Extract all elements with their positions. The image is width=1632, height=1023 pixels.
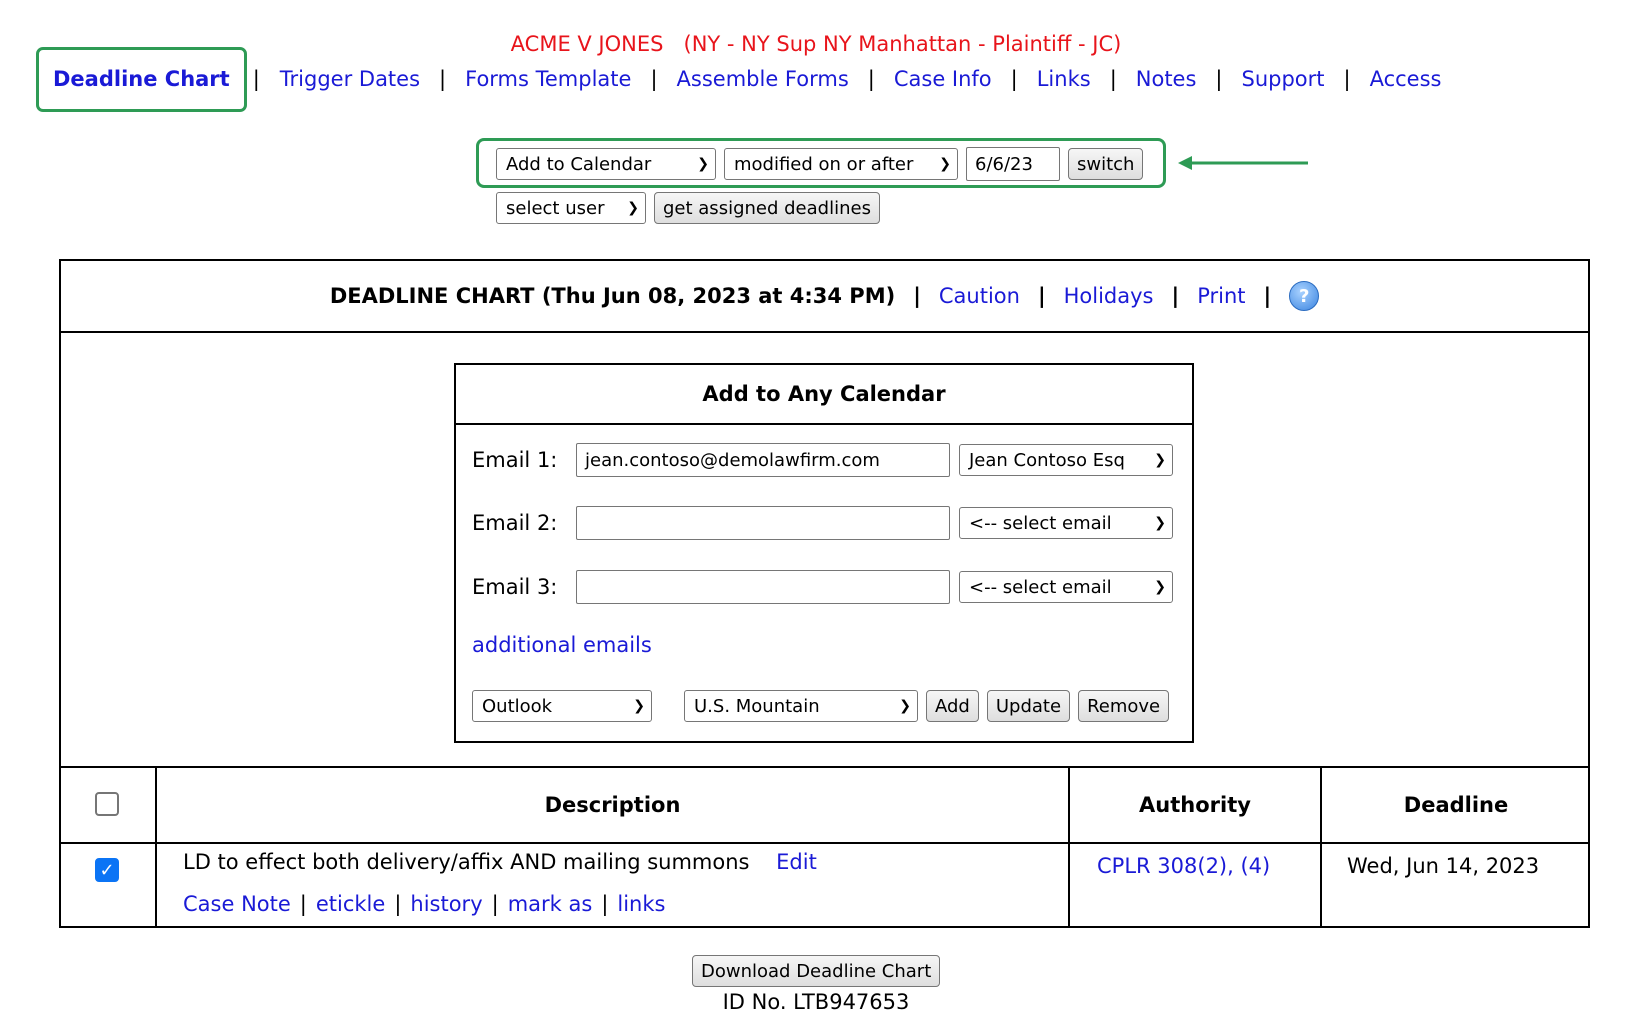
nav-links[interactable]: Links — [1036, 67, 1091, 91]
add-button[interactable]: Add — [926, 690, 979, 722]
email-1-label: Email 1: — [472, 448, 558, 472]
email-2-input[interactable] — [576, 506, 950, 540]
nav-case-info[interactable]: Case Info — [893, 67, 992, 91]
chevron-down-icon: ❯ — [697, 156, 709, 172]
arrow-left-icon — [1178, 153, 1310, 173]
description-header: Description — [544, 793, 681, 817]
case-note-link[interactable]: Case Note — [183, 892, 291, 916]
email-1-input[interactable]: jean.contoso@demolawfirm.com — [576, 443, 950, 477]
case-jurisdiction: (NY - NY Sup NY Manhattan - Plaintiff - JC) — [683, 32, 1122, 56]
authority-header: Authority — [1139, 793, 1251, 817]
deadline-date: Wed, Jun 14, 2023 — [1347, 854, 1540, 878]
user-select[interactable]: select user ❯ — [496, 192, 646, 224]
email-3-select[interactable]: <-- select email ❯ — [959, 571, 1173, 603]
additional-emails-link[interactable]: additional emails — [472, 633, 652, 657]
email-2-row — [472, 506, 1173, 540]
switch-button[interactable]: switch — [1068, 148, 1143, 180]
email-2-select[interactable]: <-- select email ❯ — [959, 507, 1173, 539]
email-1-row — [472, 443, 1173, 477]
timezone-select[interactable]: U.S. Mountain ❯ — [684, 690, 918, 722]
select-all-checkbox[interactable] — [95, 792, 119, 816]
history-link[interactable]: history — [410, 892, 483, 916]
get-assigned-deadlines-button[interactable]: get assigned deadlines — [654, 192, 880, 224]
deadline-header: Deadline — [1403, 793, 1509, 817]
deadline-chart-panel — [59, 259, 1590, 928]
links-link[interactable]: links — [617, 892, 666, 916]
row-actions: Case Note | etickle | history | mark as | links — [183, 892, 666, 916]
chevron-down-icon: ❯ — [633, 698, 645, 714]
help-icon[interactable]: ? — [1289, 281, 1319, 311]
table-row-description — [183, 850, 817, 874]
case-name: ACME V JONES — [510, 32, 664, 56]
chevron-down-icon: ❯ — [899, 698, 911, 714]
nav-support[interactable]: Support — [1241, 67, 1325, 91]
remove-button[interactable]: Remove — [1078, 690, 1169, 722]
top-nav: Deadline Chart | Trigger Dates | Forms Template | Assemble Forms | Case Info | Links | Notes | Support | Access — [50, 62, 1441, 96]
email-3-label: Email 3: — [472, 575, 558, 599]
print-link[interactable]: Print — [1197, 284, 1246, 308]
download-deadline-chart-button[interactable]: Download Deadline Chart — [692, 955, 940, 987]
action-select[interactable]: Add to Calendar ❯ — [496, 148, 716, 180]
holidays-link[interactable]: Holidays — [1063, 284, 1154, 308]
calendar-panel-title: Add to Any Calendar — [456, 365, 1192, 425]
nav-access[interactable]: Access — [1369, 67, 1442, 91]
deadline-table — [61, 766, 1588, 928]
nav-forms-template[interactable]: Forms Template — [465, 67, 632, 91]
email-2-label: Email 2: — [472, 511, 558, 535]
etickle-link[interactable]: etickle — [315, 892, 386, 916]
email-3-row — [472, 570, 1173, 604]
nav-notes[interactable]: Notes — [1135, 67, 1197, 91]
chevron-down-icon: ❯ — [1154, 452, 1166, 468]
checkmark-icon: ✓ — [99, 859, 115, 881]
nav-trigger-dates[interactable]: Trigger Dates — [279, 67, 421, 91]
mark-as-link[interactable]: mark as — [507, 892, 593, 916]
chart-title: DEADLINE CHART (Thu Jun 08, 2023 at 4:34 PM) — [329, 284, 896, 308]
update-button[interactable]: Update — [987, 690, 1070, 722]
modified-select[interactable]: modified on or after ❯ — [724, 148, 958, 180]
row-checkbox[interactable] — [95, 858, 119, 882]
chevron-down-icon: ❯ — [627, 200, 639, 216]
calendar-options-row — [472, 690, 1169, 722]
nav-assemble-forms[interactable]: Assemble Forms — [676, 67, 849, 91]
deadline-description: LD to effect both delivery/affix AND mailing summons — [183, 850, 750, 874]
add-to-calendar-panel — [454, 363, 1194, 743]
email-1-select[interactable]: Jean Contoso Esq ❯ — [959, 444, 1173, 476]
calendar-type-select[interactable]: Outlook ❯ — [472, 690, 652, 722]
authority-link[interactable]: CPLR 308(2), (4) — [1097, 854, 1271, 878]
edit-link[interactable]: Edit — [776, 850, 817, 874]
chevron-down-icon: ❯ — [1154, 515, 1166, 531]
caution-link[interactable]: Caution — [938, 284, 1020, 308]
date-input[interactable]: 6/6/23 — [966, 147, 1060, 181]
user-row — [496, 192, 880, 224]
email-3-input[interactable] — [576, 570, 950, 604]
chevron-down-icon: ❯ — [1154, 579, 1166, 595]
id-number: ID No. LTB947653 — [722, 990, 910, 1014]
chart-header: DEADLINE CHART (Thu Jun 08, 2023 at 4:34 PM) | Caution | Holidays | Print | ? — [61, 261, 1588, 333]
chevron-down-icon: ❯ — [939, 156, 951, 172]
filter-row — [496, 147, 1143, 181]
nav-deadline-chart[interactable]: Deadline Chart — [36, 47, 247, 112]
